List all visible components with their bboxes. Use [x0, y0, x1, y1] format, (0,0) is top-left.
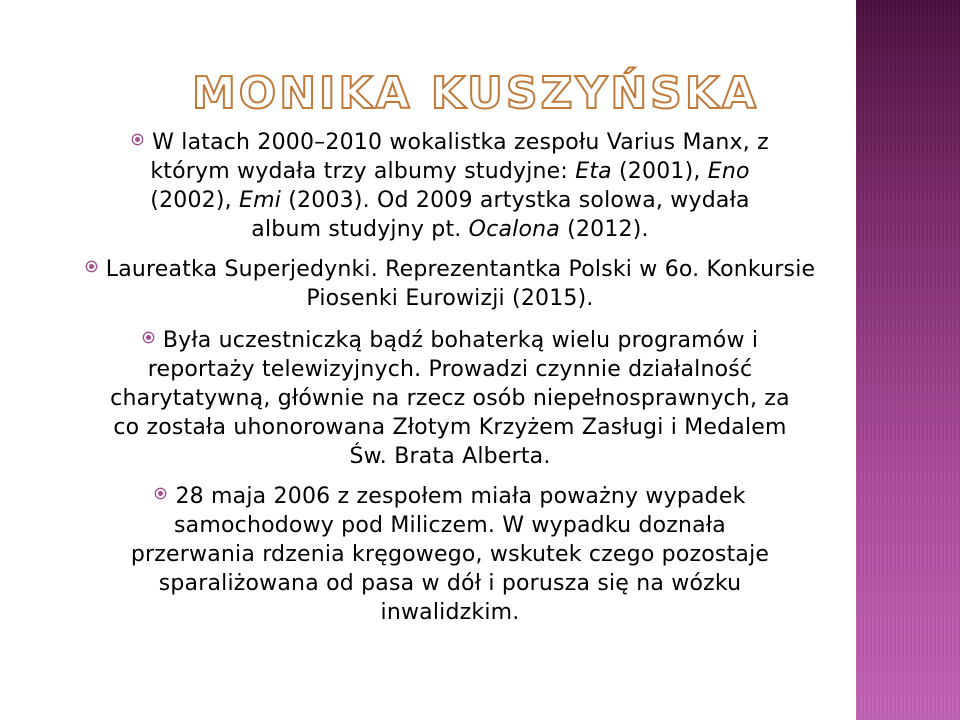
- slide-title: [190, 62, 760, 122]
- album-title: Eta: [575, 159, 612, 184]
- bullet-icon: [154, 487, 167, 500]
- album-title: Eno: [707, 159, 750, 184]
- bullet-icon: [85, 260, 98, 273]
- bullet-text: 28 maja 2006 z zespołem miała poważny wypadek samochodowy pod Miliczem. W wypadku doznała przerwania rdzenia kręgowego, wskutek czego pozostaje sparaliżowana od pasa w dół i porusza się na wózku inwalidzkim.: [130, 484, 770, 625]
- album-title: Ocalona: [468, 217, 560, 242]
- bullet-item: [70, 128, 830, 244]
- slide-title-text: MONIKA KUSZYŃSKA: [192, 68, 760, 119]
- bullet-list: [70, 128, 830, 627]
- decorative-side-bar: [856, 0, 960, 720]
- bullet-icon: [131, 133, 144, 146]
- bullet-item: [70, 482, 830, 627]
- bullet-text: (2001),: [611, 159, 708, 184]
- bullet-text: Laureatka Superjedynki. Reprezentantka Polski w 6o. Konkursie Piosenki Eurowizji (2015).: [105, 257, 816, 311]
- bullet-item: [70, 326, 830, 471]
- bullet-item: [70, 255, 830, 313]
- bullet-text: (2012).: [559, 217, 649, 242]
- album-title: Emi: [239, 188, 282, 213]
- bullet-text: Była uczestniczką bądź bohaterką wielu programów i reportaży telewizyjnych. Prowadzi czynnie działalność charytatywną, głównie na rzecz osób niepełnosprawnych, za co została uhonorowana Złotym Krzyżem Zasługi i Medalem Św. Brata Alberta.: [110, 328, 790, 469]
- bullet-text: (2002),: [150, 188, 240, 213]
- bullet-text: (2003). Od 2009 artystka solowa, wydała album studyjny pt.: [251, 188, 750, 242]
- bullet-icon: [142, 331, 155, 344]
- bullet-text: W latach 2000–2010 wokalistka zespołu Varius Manx, z którym wydała trzy albumy studyjne:: [150, 130, 769, 184]
